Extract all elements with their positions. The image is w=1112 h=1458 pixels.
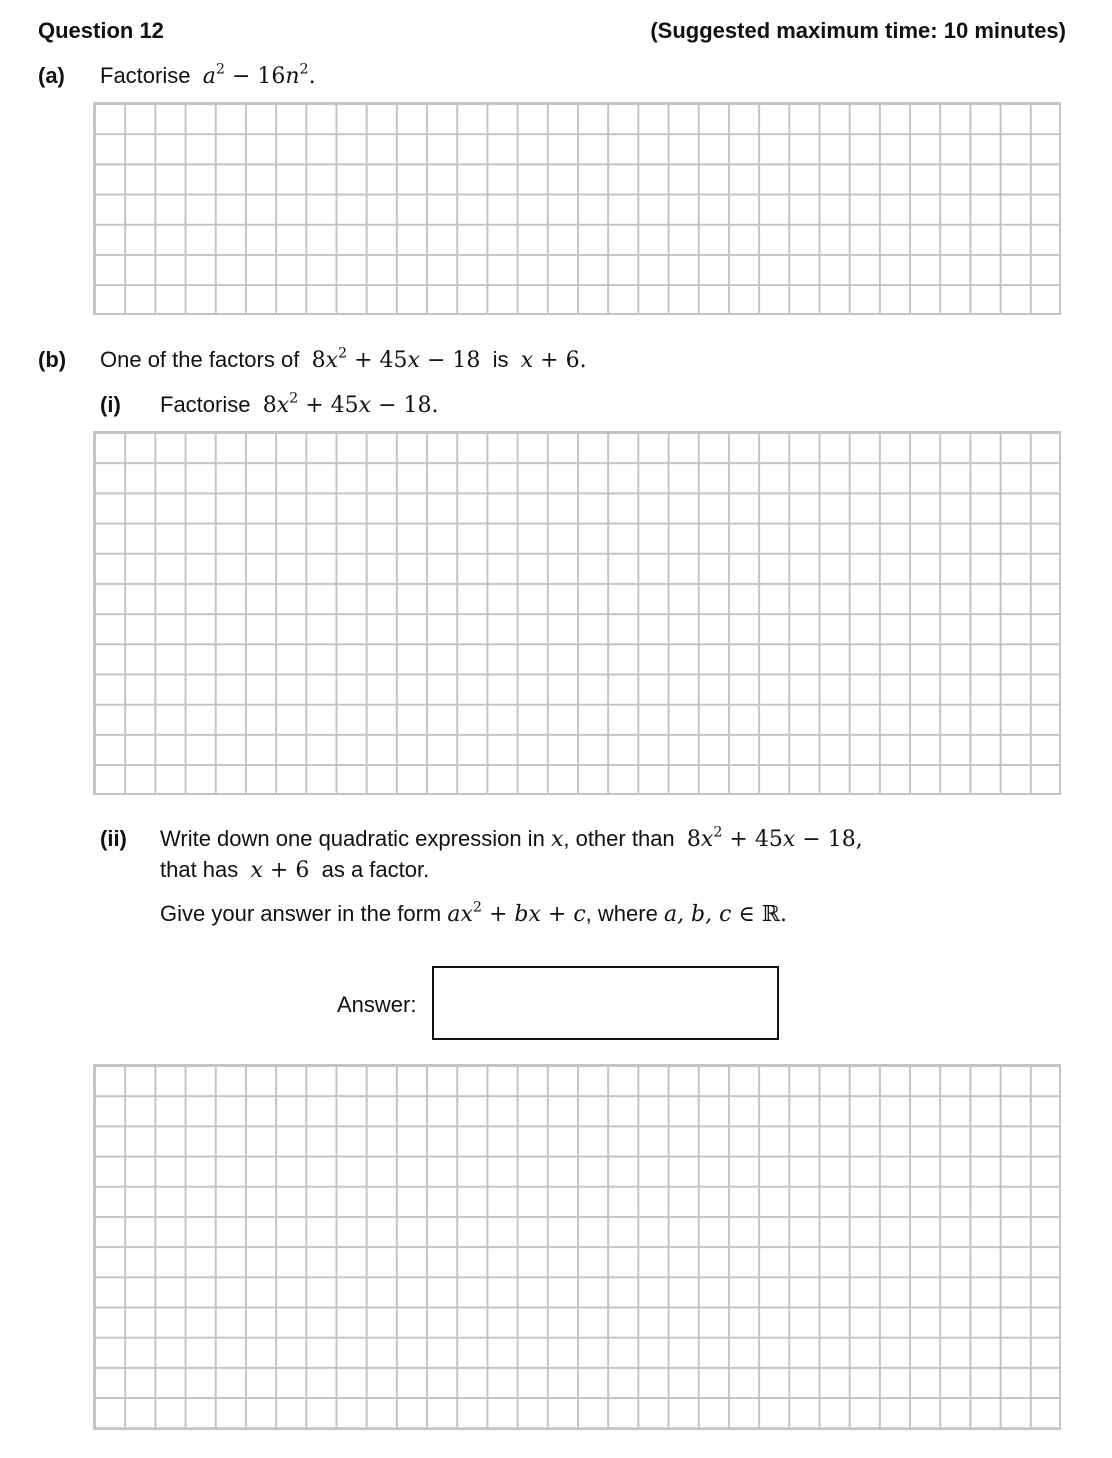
general-form: $ax^2$ + bx + c: [447, 899, 586, 927]
part-a-prompt: [100, 63, 316, 89]
part-b-i-prompt: Factorise $8x^2 + 45x - 18$.: [160, 390, 439, 418]
working-grid-a[interactable]: [93, 102, 1061, 315]
answer-box[interactable]: [432, 966, 779, 1040]
part-b-statement: One of the factors of $8x^2 + 45x - 18$ is x + 6.: [100, 345, 587, 373]
part-b-ii-label: (ii): [100, 826, 127, 851]
part-b-ii-quadratic: $8x^2 + 45x - 18$,: [686, 824, 863, 852]
part-b-ii-line2: that has x + 6 as a factor.: [160, 857, 430, 883]
answer-label: Answer:: [337, 992, 417, 1017]
part-b-quadratic: $8x^2 + 45x - 18$: [311, 345, 481, 373]
part-b-ii-line3: Give your answer in the form $ax^2$ + bx + c, where a, b, c ∈ ℝ.: [160, 899, 788, 927]
question-title: Question 12: [38, 18, 164, 43]
part-b-i-label: (i): [100, 392, 121, 417]
working-grid-b-ii[interactable]: [93, 1064, 1061, 1430]
part-a-expression: $a^2 - 16n^2$.: [202, 61, 316, 89]
part-b-ii-line1: Write down one quadratic expression in x, other than $8x^2 + 45x - 18$,: [160, 824, 863, 852]
part-b-i-expression: $8x^2 + 45x - 18$.: [262, 390, 439, 418]
suggested-time: (Suggested maximum time: 10 minutes): [650, 18, 1066, 43]
working-grid-b-i[interactable]: [93, 431, 1061, 795]
part-b-label: (b): [38, 347, 67, 372]
part-a-label: (a): [38, 63, 65, 88]
part-a-prompt-text: Factorise: [100, 63, 191, 88]
part-b-factor: x + 6.: [520, 348, 587, 373]
